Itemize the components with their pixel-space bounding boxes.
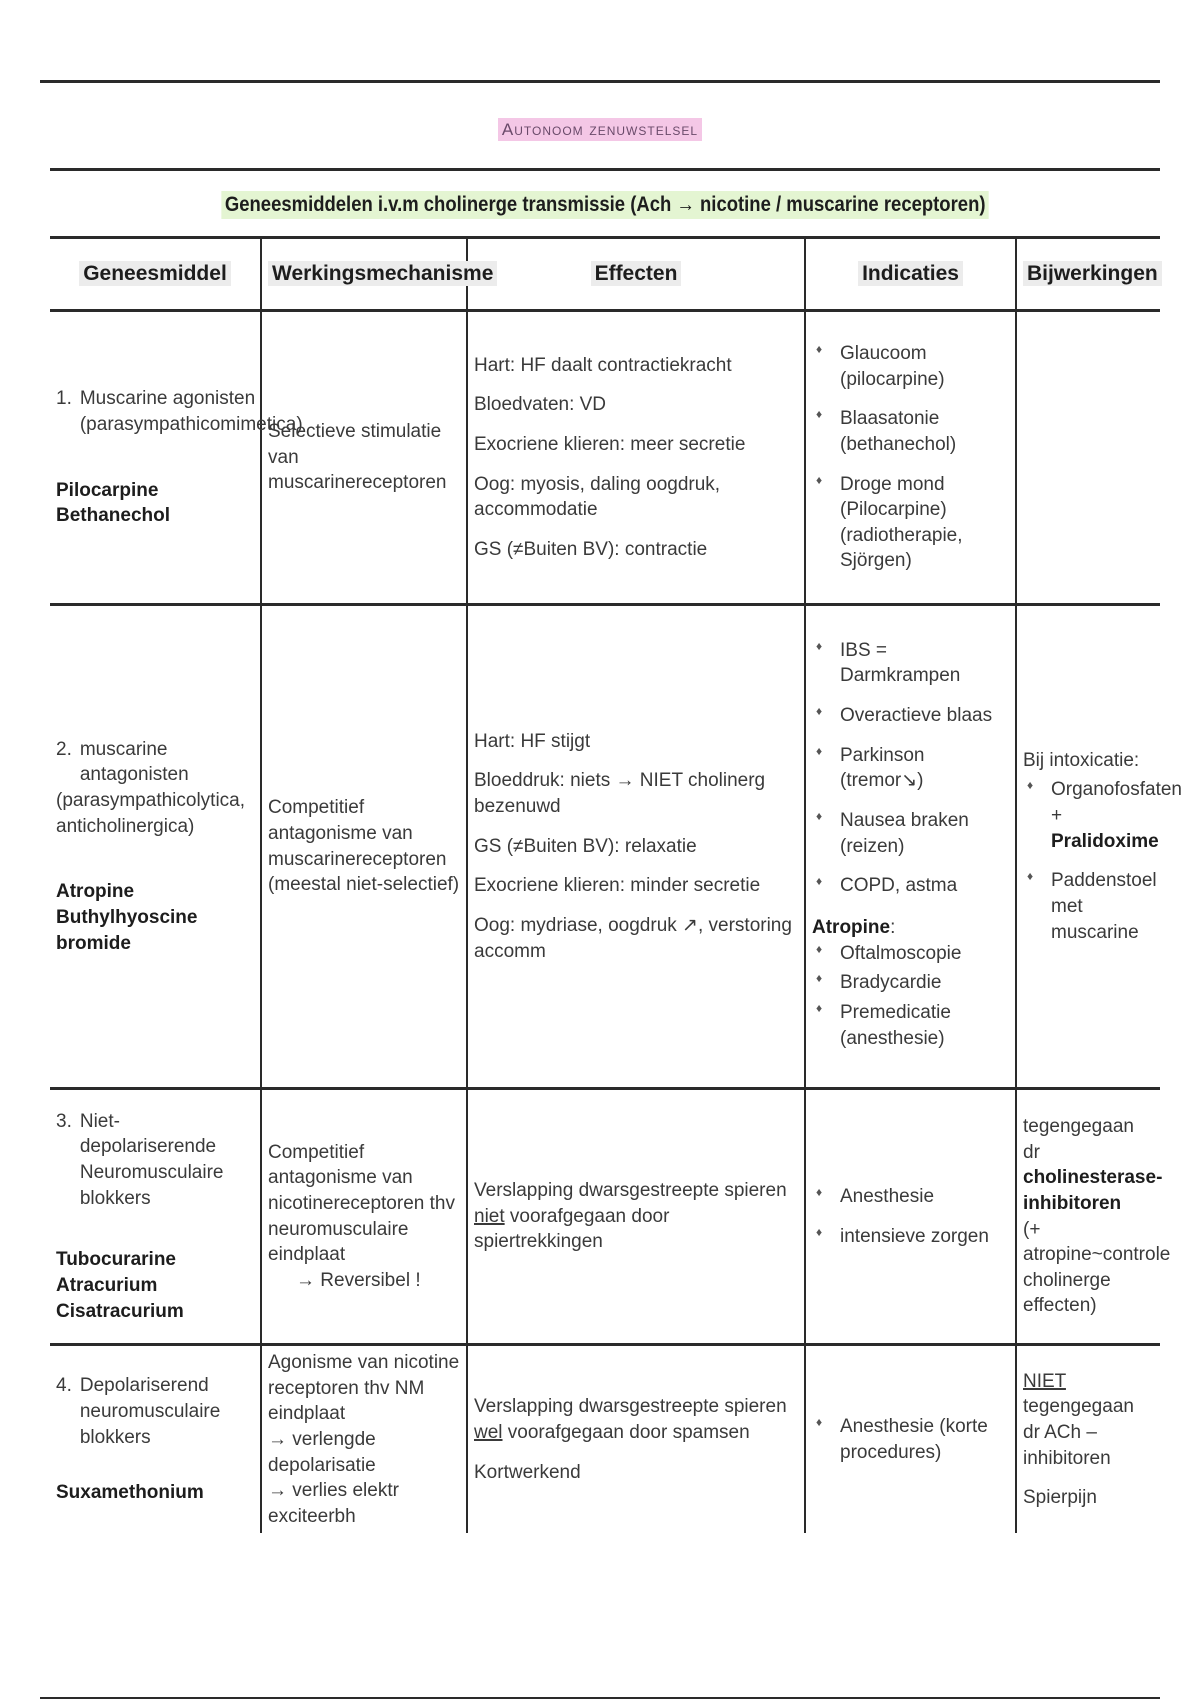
- effect-item: Kortwerkend: [474, 1461, 581, 1483]
- drug-cell: [50, 1089, 261, 1345]
- table-row: [50, 311, 1160, 605]
- indication-item: ♦ Anesthesie (korte procedures): [812, 1414, 1009, 1465]
- effect-item: Exocriene klieren: minder secretie: [474, 875, 761, 897]
- table-title: [50, 168, 1160, 239]
- mechanism-cell: Selectieve stimulatie van muscarinereceptoren: [261, 311, 467, 605]
- indications-cell: [805, 605, 1016, 1089]
- effects-cell: [467, 1345, 805, 1534]
- effect-item: niet voorafgegaan door spiertrekkingen: [474, 1205, 670, 1253]
- effect-item: Bloedvaten: VD: [474, 394, 607, 416]
- mechanism-note: → Reversibel !: [296, 1269, 421, 1291]
- indication-item: ♦ Droge mond (Pilocarpine) (radiotherapie, Sjörgen): [812, 472, 1009, 575]
- effects-cell: [467, 605, 805, 1089]
- col-header-drug: Geneesmiddel: [50, 238, 261, 311]
- side-effect-item: ♦ Organofosfaten + Pralidoxime: [1023, 777, 1154, 854]
- effect-item: Bloeddruk: niets → NIET cholinerg bezenuwd: [474, 770, 766, 818]
- drug-name: Bethanechol: [56, 505, 171, 527]
- class-name: 3. Niet-depolariserende Neuromusculaire blokkers: [56, 1110, 224, 1209]
- effect-item: wel voorafgegaan door spamsen: [474, 1421, 750, 1443]
- side-effect-intro: Bij intoxicatie:: [1023, 749, 1140, 771]
- table-row: [50, 1345, 1160, 1534]
- indication-item: ♦ Nausea braken (reizen): [812, 808, 1009, 859]
- drug-name: Buthylhyoscine bromide: [56, 906, 198, 954]
- indications-cell: [805, 311, 1016, 605]
- section-label-text: Autonoom zenuwstelsel: [498, 118, 702, 141]
- effect-item: Oog: mydriase, oogdruk ↗, verstoring accomm: [474, 914, 792, 962]
- col-header-side-effects: Bijwerkingen: [1016, 238, 1160, 311]
- drug-cell: [50, 1345, 261, 1534]
- drug-table: [50, 236, 1182, 1533]
- header-row: [50, 238, 1160, 311]
- indication-item: ♦ COPD, astma: [812, 873, 1009, 899]
- table-row: [50, 605, 1160, 1089]
- effect-item: Verslapping dwarsgestreepte spieren: [474, 1180, 787, 1202]
- mechanism-cell: Competitief antagonisme van nicotinereceptoren thv neuromusculaire eindplaat → Reversibel !: [261, 1089, 467, 1345]
- effect-item: GS (≠Buiten BV): contractie: [474, 538, 708, 560]
- indications-cell: [805, 1345, 1016, 1534]
- effects-cell: [467, 311, 805, 605]
- indication-item: ♦ Blaasatonie (bethanechol): [812, 406, 1009, 457]
- drug-cell: [50, 311, 303, 605]
- indication-item: ♦ Glaucoom (pilocarpine): [812, 341, 1009, 392]
- indication-item: ♦ IBS = Darmkrampen: [812, 638, 1009, 689]
- class-name: 2. muscarine antagonisten: [56, 738, 189, 786]
- mechanism-cell: Agonisme van nicotine receptoren thv NM eindplaat → verlengde depolarisatie → verlies elektr exciteerbh: [261, 1345, 467, 1534]
- indications-cell: [805, 1089, 1016, 1345]
- effect-item: Oog: myosis, daling oogdruk, accommodatie: [474, 473, 721, 521]
- indication-item: ♦ Premedicatie (anesthesie): [812, 1000, 1009, 1051]
- indication-item: ♦ Bradycardie: [812, 970, 1009, 996]
- effect-item: Hart: HF stijgt: [474, 730, 591, 752]
- mechanism-cell: Competitief antagonisme van muscarinereceptoren (meestal niet-selectief): [261, 605, 467, 1089]
- side-effects-cell: [1016, 605, 1182, 1089]
- class-name: 4. Depolariserend neuromusculaire blokkers: [56, 1375, 221, 1448]
- bottom-rule: [40, 1697, 1160, 1699]
- effect-item: Exocriene klieren: meer secretie: [474, 433, 746, 455]
- side-effect-item: ♦ Paddenstoel met muscarine: [1023, 868, 1154, 945]
- drug-cell: [50, 605, 261, 1089]
- indication-subtitle: Atropine:: [812, 916, 896, 938]
- side-effects-cell: NIET tegengegaan dr ACh – inhibitoren Spierpijn: [1016, 1345, 1160, 1534]
- side-effects-cell: [1016, 311, 1160, 605]
- drug-name: Cisatracurium: [56, 1300, 184, 1322]
- class-name: 1. Muscarine agonisten (parasympathicomimetica): [56, 388, 303, 435]
- effects-cell: [467, 1089, 805, 1345]
- effect-item: Hart: HF daalt contractiekracht: [474, 354, 732, 376]
- col-header-indications: Indicaties: [805, 238, 1016, 311]
- table-title-text: Geneesmiddelen i.v.m cholinerge transmissie (Ach → nicotine / muscarine receptoren): [221, 191, 989, 219]
- col-header-mechanism: Werkingsmechanisme: [261, 238, 467, 311]
- indication-item: ♦ Parkinson (tremor↘): [812, 743, 1009, 794]
- drug-name: Atropine: [56, 881, 135, 903]
- effect-item: Verslapping dwarsgestreepte spieren: [474, 1396, 787, 1418]
- indication-item: ♦ intensieve zorgen: [812, 1224, 1009, 1250]
- section-label: [0, 120, 1200, 140]
- side-effects-cell: tegengegaan dr cholinesterase-inhibitoren (+ atropine~controle cholinerge effecten): [1016, 1089, 1160, 1345]
- drug-name: Tubocurarine: [56, 1249, 176, 1271]
- class-subname: (parasympathicolytica, anticholinergica): [56, 790, 246, 837]
- effect-item: GS (≠Buiten BV): relaxatie: [474, 835, 697, 857]
- indication-item: ♦ Anesthesie: [812, 1184, 1009, 1210]
- drug-name: Pilocarpine: [56, 479, 159, 501]
- table-row: [50, 1089, 1160, 1345]
- drug-name: Atracurium: [56, 1274, 158, 1296]
- top-rule: [40, 80, 1160, 83]
- drug-name: Suxamethonium: [56, 1482, 204, 1504]
- col-header-effects: Effecten: [467, 238, 805, 311]
- indication-item: ♦ Overactieve blaas: [812, 703, 1009, 729]
- indication-item: ♦ Oftalmoscopie: [812, 941, 1009, 967]
